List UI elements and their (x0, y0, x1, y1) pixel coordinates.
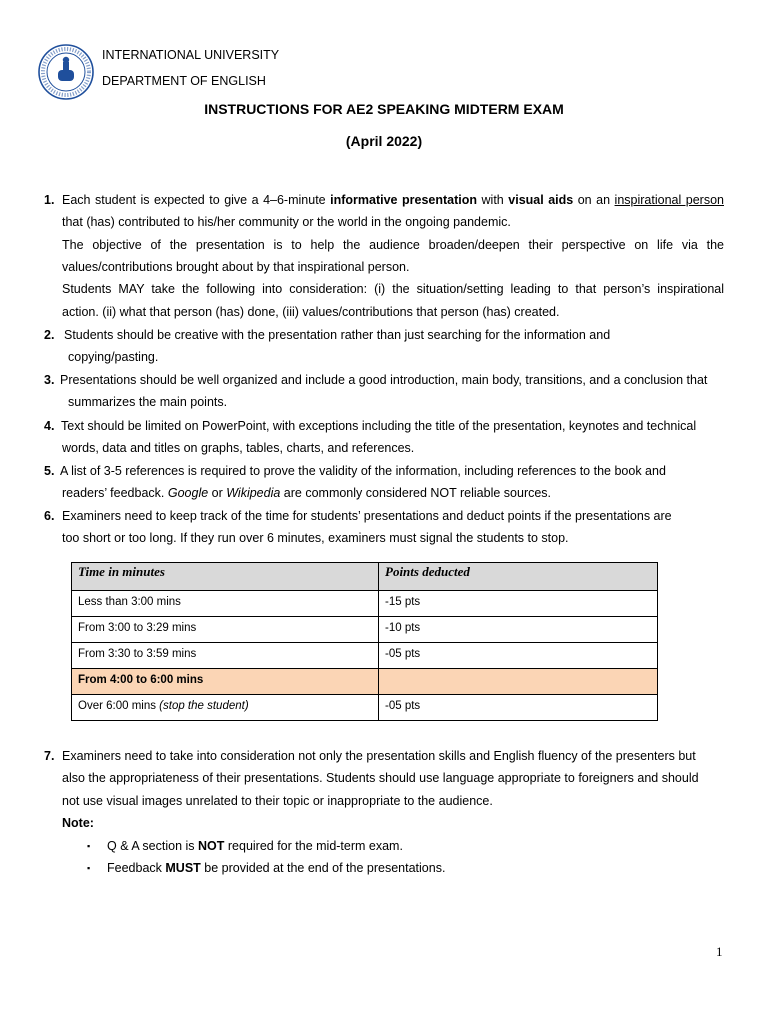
university-name: INTERNATIONAL UNIVERSITY (102, 48, 280, 62)
table-header-time: Time in minutes (72, 563, 379, 591)
note-label: Note: (62, 816, 94, 830)
item-7-line-3: not use visual images unrelated to their topic or inappropriate to the audience. (62, 794, 493, 808)
table-cell-time: From 3:00 to 3:29 mins (72, 617, 379, 643)
table-row (72, 695, 658, 721)
item-number-5: 5. (44, 464, 55, 478)
table-row-highlighted (72, 669, 658, 695)
table-cell-time: Less than 3:00 mins (72, 591, 379, 617)
item-1-line-2: that (has) contributed to his/her community or the world in the ongoing pandemic. (62, 215, 511, 229)
bullet-icon: ▪ (87, 841, 91, 851)
table-row (72, 591, 658, 617)
bullet-icon: ▪ (87, 863, 91, 873)
item-3-line-1: Presentations should be well organized and include a good introduction, main body, transitions, and a conclusion that (60, 373, 708, 387)
item-number-2: 2. (44, 328, 55, 342)
table-row (72, 643, 658, 669)
item-number-6: 6. (44, 509, 55, 523)
table-cell-points: -15 pts (379, 591, 658, 617)
table-header-row (72, 563, 658, 591)
item-number-3: 3. (44, 373, 55, 387)
note-item-2: Feedback MUST be provided at the end of the presentations. (107, 861, 446, 875)
table-cell-time: From 4:00 to 6:00 mins (72, 669, 379, 695)
item-number-4: 4. (44, 419, 55, 433)
inspirational-person-underlined: inspirational person (614, 193, 724, 207)
points-deduction-table (71, 562, 658, 721)
item-1-line-5: Students MAY take the following into consideration: (i) the situation/setting leading to that person’s inspirational (62, 282, 724, 296)
item-3-line-2: summarizes the main points. (68, 395, 228, 409)
table-cell-points: -05 pts (379, 695, 658, 721)
item-5-line-2: readers’ feedback. Google or Wikipedia are commonly considered NOT reliable sources. (62, 486, 552, 500)
university-logo (38, 44, 94, 100)
table-header-points: Points deducted (379, 563, 658, 591)
item-5-line-1: A list of 3-5 references is required to prove the validity of the information, including references to the book and (60, 464, 666, 478)
item-4-line-2: words, data and titles on graphs, tables, charts, and references. (62, 441, 415, 455)
department-name: DEPARTMENT OF ENGLISH (102, 74, 266, 88)
table-cell-points: -05 pts (379, 643, 658, 669)
table-cell-points: -10 pts (379, 617, 658, 643)
table-cell-time: Over 6:00 mins (stop the student) (72, 695, 379, 721)
item-6-line-1: Examiners need to keep track of the time for students’ presentations and deduct points if the presentations are (62, 509, 672, 523)
table-cell-time: From 3:30 to 3:59 mins (72, 643, 379, 669)
item-2-line-1: Students should be creative with the presentation rather than just searching for the information and (64, 328, 611, 342)
item-1-line-1: Each student is expected to give a 4–6-minute informative presentation with visual aids on an inspirational person (62, 193, 724, 207)
table-row (72, 617, 658, 643)
item-number-1: 1. (44, 193, 55, 207)
note-item-1: Q & A section is NOT required for the mid-term exam. (107, 839, 403, 853)
item-6-line-2: too short or too long. If they run over 6 minutes, examiners must signal the students to stop. (62, 531, 569, 545)
item-2-line-2: copying/pasting. (68, 350, 159, 364)
item-1-line-6: action. (ii) what that person (has) done, (iii) values/contributions that person (has) created. (62, 305, 560, 319)
table-cell-points (379, 669, 658, 695)
item-7-line-2: also the appropriateness of their presentations. Students should use language appropriate to foreigners and should (62, 771, 699, 785)
item-7-line-1: Examiners need to take into consideration not only the presentation skills and English fluency of the presenters but (62, 749, 696, 763)
item-4-line-1: Text should be limited on PowerPoint, with exceptions including the title of the presentation, keynotes and technical (61, 419, 697, 433)
page-number: 1 (716, 944, 723, 959)
item-1-line-4: values/contributions brought about by that inspirational person. (62, 260, 410, 274)
document-title: INSTRUCTIONS FOR AE2 SPEAKING MIDTERM EXAM (204, 101, 564, 117)
document-date: (April 2022) (345, 133, 423, 149)
item-1-line-3: The objective of the presentation is to help the audience broaden/deepen their perspective on life via the (62, 238, 724, 252)
item-number-7: 7. (44, 749, 55, 763)
